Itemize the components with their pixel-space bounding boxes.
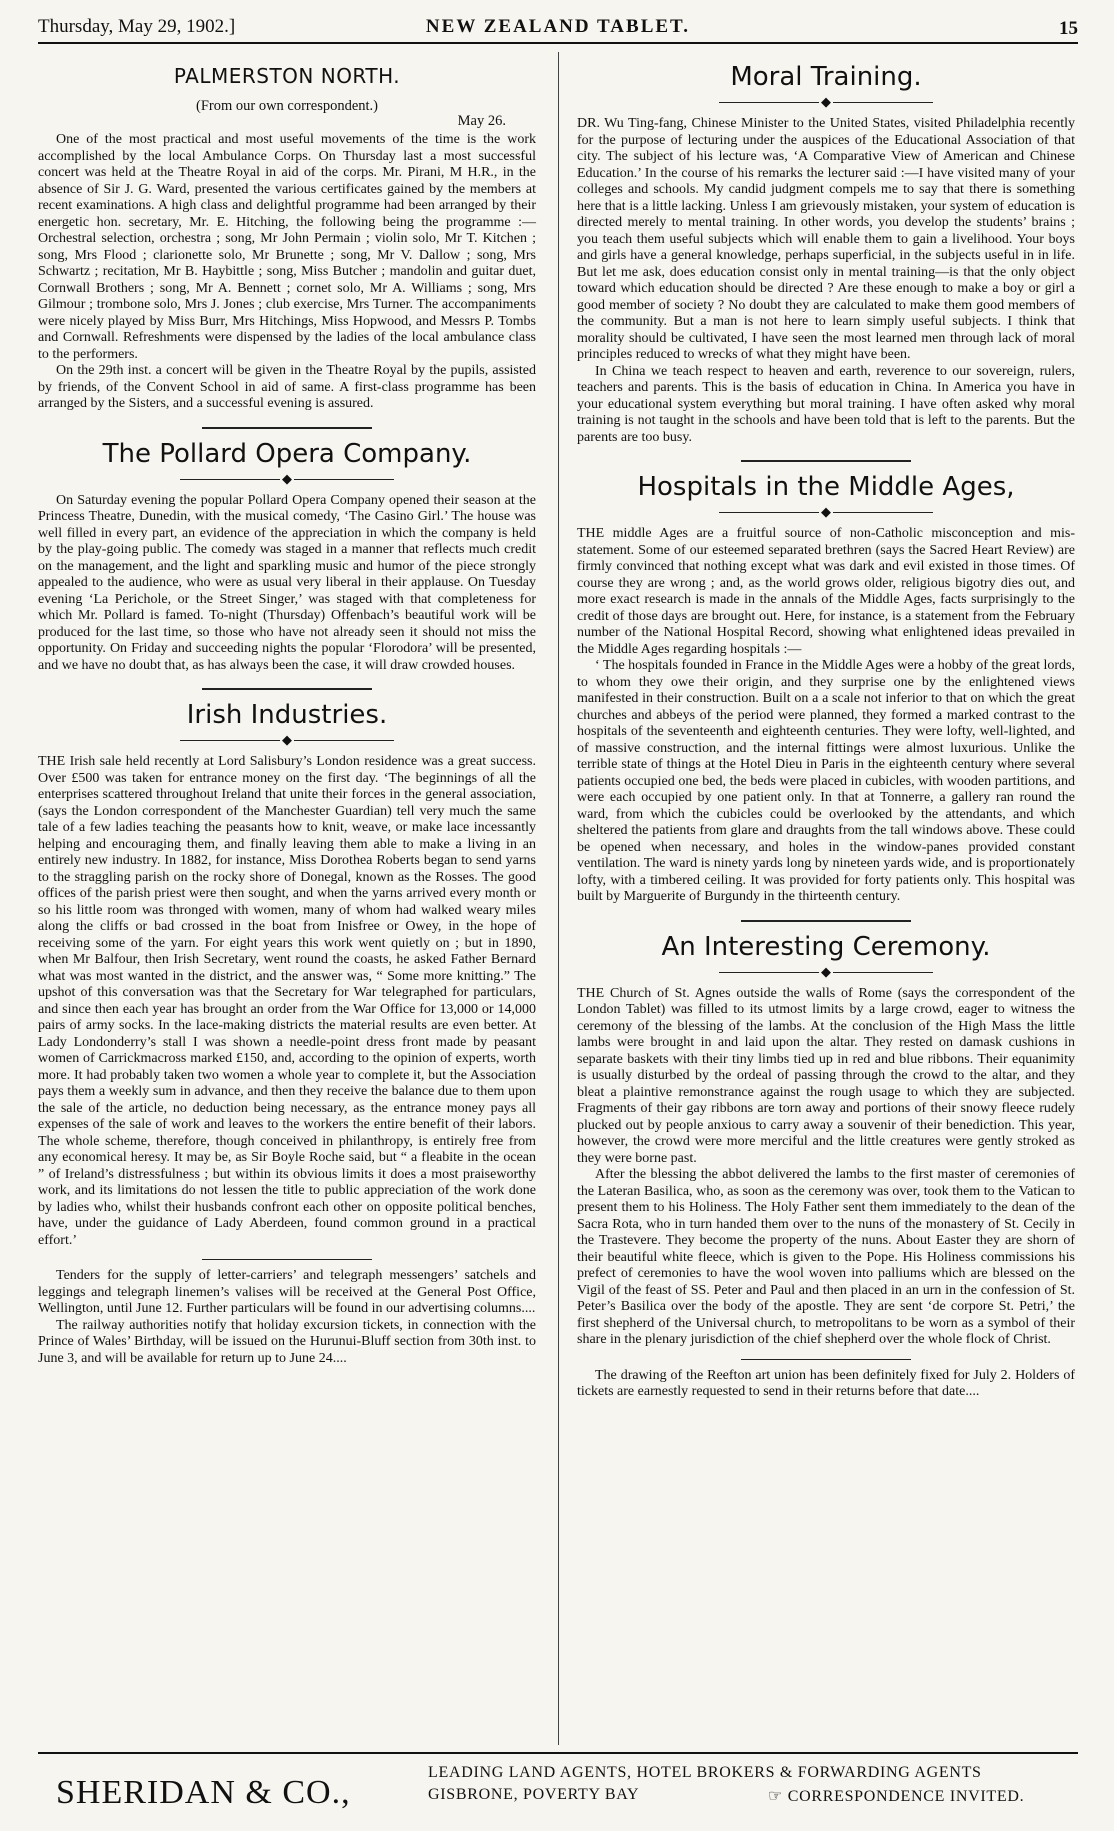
ceremony-title: An Interesting Ceremony. [661, 931, 991, 962]
railway-paragraph: The railway authorities notify that holiday excursion tickets, in connection with the Prince of Wales’ Birthday, will be issued on the Hurunui-Bluff section from 30th inst. to June 3, and will be available for return up to June 24.... [38, 1317, 536, 1366]
section-rule [202, 688, 372, 690]
section-rule [741, 1359, 911, 1360]
palmerston-dateline: May 26. [457, 113, 506, 129]
column-divider [558, 52, 559, 1745]
irish-paragraph [38, 754, 536, 1249]
ornament-divider: ◆ [577, 506, 1075, 520]
section-rule [741, 460, 911, 462]
hospitals-paragraph [577, 526, 1075, 658]
reefton-paragraph: The drawing of the Reefton art union has been definitely fixed for July 2. Holders of tickets are earnestly requested to send in their returns before that date.... [577, 1367, 1075, 1399]
hospitals-text: middle Ages are a fruitful source of non-Catholic misconception and mis-statement. Some of our esteemed separated brethren (says the Sacred Heart Review) are firmly convinced that nothing except what was dark and evil existed in those times. Of course they are wrong ; and, as the world grows older, religious bigotry dies out, and more exact research is made in the annals of the Middle Ages, facts surprisingly to the credit of those days are brought out. Here, for instance, is a statement from the February number of the National Hospital Record, showing what enlightened ideas prevailed in the Middle Ages regarding hospitals :— [577, 526, 1076, 657]
advertiser-location: GISBRONE, POVERTY BAY [428, 1786, 640, 1803]
moral-text: Wu Ting-fang, Chinese Minister to the United States, visited Philadelphia recently for the purpose of lecturing under the auspices of the Educational Association of that city. The subject of his lecture was, ‘A Comparative View of American and Chinese Education.’ In the course of his remarks the lecturer said :—I have visited many of your colleges and schools. My candid judgment compels me to say that there is something here that is a little lacking. Unless I am grievously mistaken, your system of education is directed merely to mental training. In other words, you develop the students’ brains ; you teach them useful subjects which will enable them to gain a livelihood. Your boys and girls have a general knowledge, perhaps superficial, in the subjects useful in in life. But let me ask, does education consist only in mental training—is that the only object toward which education should be directed ? Are these enough to make a boy or girl a good member of society ? No doubt they are calculated to make them good members of the community. But a man is not here to learn simply useful subjects. I think that morality should be cultivated, I have seen the most learned men through lack of moral principles reduced to wrecks of what they might have been. [577, 116, 1076, 362]
palmerston-title: PALMERSTON NORTH. [173, 64, 401, 88]
hospitals-title: Hospitals in the Middle Ages, [637, 472, 1015, 502]
right-column [577, 50, 1075, 1401]
moral-paragraph [577, 116, 1075, 364]
tenders-paragraph: Tenders for the supply of letter-carriers’ and telegraph messengers’ satchels and leggings and telegraph linemen’s valises will be received at the General Post Office, Wellington, until June 12. Further particulars will be found in our advertising columns.... [38, 1268, 536, 1316]
irish-title: Irish Industries. [186, 700, 388, 730]
irish-lead-word: THE [38, 754, 66, 769]
page-number: 15 [1059, 18, 1078, 39]
moral-paragraph: In China we teach respect to heaven and earth, reverence to our sovereign, rulers, teachers and parents. This is the basis of education in China. In America you have in your educational system everything but moral training. I have often asked why moral training is not taught in the schools and have been told that is left to the parents. But the parents are too busy. [577, 363, 1075, 445]
palmerston-byline: (From our own correspondent.) [195, 98, 378, 114]
footer-advertisement [38, 1752, 1078, 1824]
ornament-divider: ◆ [577, 96, 1075, 110]
advertiser-note: ☞ CORRESPONDENCE INVITED. [768, 1788, 1025, 1805]
ornament-divider: ◆ [577, 966, 1075, 980]
left-column [38, 50, 536, 1367]
section-rule [202, 427, 372, 429]
advertiser-services: LEADING LAND AGENTS, HOTEL BROKERS & FORWARDING AGENTS [428, 1764, 982, 1781]
ceremony-text: Church of St. Agnes outside the walls of Rome (says the correspondent of the London Tablet) was filled to its utmost limits by a large crowd, eager to witness the ceremony of the blessing of the lambs. At the conclusion of the High Mass the little lambs were brought in and laid upon the altar. They rested on damask cushions in separate baskets with their tiny limbs tied up in red and blue ribbons. Their equanimity is usually disturbed by the ordeal of passing through the crowd to the altar, and they bleat a plaintive remonstrance against the rough usage to which they are subjected. Fragments of their gay ribbons are torn away and portions of their snowy fleece rudely plucked out by people anxious to carry away a souvenir of their benediction. This year, however, the crowd were more merciful and the little creatures were gently stroked as they were borne past. [577, 985, 1075, 1166]
section-rule [202, 1259, 372, 1260]
section-rule [741, 920, 911, 922]
ceremony-paragraph: After the blessing the abbot delivered the lambs to the first master of ceremonies of the Lateran Basilica, who, as soon as the ceremony was over, took them to the Vatican to present them to his Holiness. The Holy Father sent them immediately to the dean of the Sacra Rota, who in turn handed them over to the nuns of the monastery of St. Cecily in the Trastevere. They become the property of the nuns. About Easter they are shorn of their beautiful white fleece, which is given to the Pope. His Holiness commissions his prefect of ceremonies to have the wool woven into palliums which are blessed on the Vigil of the feast of SS. Peter and Paul and then placed in an urn in the confession of St. Peter’s Basilica over the body of the apostle. They are sent ‘de corpore St. Petri,’ the first shepherd of the Universal church, to metropolitans to be worn as a symbol of their share in the plenary jurisdiction of the chief shepherd over the whole flock of Christ. [577, 1167, 1075, 1347]
ornament-divider: ◆ [38, 473, 536, 487]
irish-text: Irish sale held recently at Lord Salisbury’s London residence was a great success. Over £500 was taken for entrance money on the first day. ‘The beginnings of all the enterprises scattered throughout Ireland that unite their forces in the general association, (says the London correspondent of the Manchester Guardian) tell very much the same tale of a few ladies teaching the peasants how to knit, weave, or make lace incessantly helping and encouraging them, and finally leaving them able to make a living in an entirely new industry. In 1882, for instance, Miss Dorothea Roberts began to send yarns to the straggling parish on the rocky shore of Donegal, known as the Rosses. The good offices of the parish priest were then sought, and when the yarns arrived every month or so his little room was thronged with women, many of whom had walked weary miles along the cliffs or bad crossed in the boat from Inisfree or Owey, in the hope of receiving some of the yarn. For eight years this work went quietly on ; but in 1890, when Mr Balfour, then Irish Secretary, went round the coasts, he asked Father Bernard what was most wanted in the district, and the answer was, “ Some more knitting.” The upshot of this conversation was that the Secretary for War telegraphed for particulars, and since then each year has brought an order from the War Office for 13,000 or 14,000 pairs of army socks. In the lace-making districts the material results are even better. At Lady Londonderry’s stall I was shown a needle-point dress front made by peasant women of Carrickmacross marked £150, and, according to the opinion of experts, worth more. It had probably taken two women a whole year to complete it, but the Association pays them a weekly sum in advance, and then they receive the balance due to them upon the sale of the article, no deduction being necessary, as the entrance money pays all expenses of the sale of work and leaves to the workers the entire benefit of their labors. The whole scheme, therefore, though conceived in philanthropy, is entirely free from any economical heresy. It may be, as Sir Boyle Roche said, but “ a fleabite in the ocean ” of Ireland’s distressfulness ; but within its obvious limits it does a most praiseworthy work, and its limitations do not lessen the title to public appreciation of the work done by ladies who, whilst their husbands confront each other on opposite political benches, have, under the guidance of Lady Aberdeen, found common ground in a practical effort.’ [38, 754, 536, 1248]
moral-title: Moral Training. [730, 62, 922, 92]
ornament-divider: ◆ [38, 734, 536, 748]
paper-name: NEW ZEALAND TABLET. [425, 16, 691, 37]
ceremony-paragraph [577, 986, 1075, 1168]
palmerston-paragraph: One of the most practical and most useful movements of the time is the work accomplished by the local Ambulance Corps. On Thursday last a most successful concert was held at the Theatre Royal in aid of the corps. Mr. Pirani, M H.R., in the absence of Sir J. G. Ward, presented the various certificates gained by the members at recent examinations. A high class and delightful programme had been arranged by their energetic hon. secretary, Mr. E. Hitching, the following being the programme :—Orchestral selection, orchestra ; song, Mr John Permain ; violin solo, Mr T. Kitchen ; song, Mrs Flood ; clarionette solo, Mr Brunette ; song, Mr V. Dallow ; song, Mrs Schwartz ; recitation, Mr B. Haybittle ; song, Miss Butcher ; mandolin and guitar duet, Cornwall Brothers ; song, Mr A. Bennett ; cornet solo, Mr A. Williams ; song, Mrs Gilmour ; trombone solo, Mrs J. Jones ; club exercise, Mrs Turner. The accompaniments were nicely played by Miss Burr, Mrs Hitchings, Miss Hopwood, and Messrs P. Tombs and Cornwall. Refreshments were dispensed by the ladies of the local ambulance class to the performers. [38, 132, 536, 362]
issue-date: Thursday, May 29, 1902.] [38, 16, 236, 37]
hospitals-paragraph: ‘ The hospitals founded in France in the Middle Ages were a hobby of the great lords, to whom they owe their origin, and they surprise one by the enlightened views manifested in their construction. Built on a a scale not inferior to that on which the great churches and abbeys of the period were planned, they formed a marked contrast to the hospitals of the seventeenth and eighteenth centuries. They were lofty, well-lighted, and of massive construction, and the internal fittings were almost luxurious. Unlike the terrible state of things at the Hotel Dieu in Paris in the eighteenth century where several patients occupied one bed, the beds were placed in cubicles, with wooden partitions, and were each occupied by one patient only. In that at Tonnerre, a gallery ran round the ward, from which the cubicles could be overlooked by the attendants, and which sheltered the patients from glare and draughts from the tall windows above. These could be opened when necessary, and holes in the window-panes provided constant ventilation. The ward is ninety yards long by nineteen yards wide, and is proportionately lofty, with a timbered ceiling. It was provided for forty patients only. This hospital was built by Marguerite of Burgundy in the thirteenth century. [577, 658, 1075, 904]
masthead [38, 14, 1078, 44]
pollard-title: The Pollard Opera Company. [102, 438, 472, 469]
advertiser-name: SHERIDAN & CO., [56, 1774, 351, 1811]
ceremony-lead-word: THE [577, 985, 605, 1001]
hospitals-lead-word: THE [577, 526, 605, 541]
palmerston-paragraph: On the 29th inst. a concert will be given in the Theatre Royal by the pupils, assisted by friends, of the Convent School in aid of same. A first-class programme has been arranged by the Sisters, and a successful evening is assured. [38, 363, 536, 411]
pollard-paragraph: On Saturday evening the popular Pollard Opera Company opened their season at the Princess Theatre, Dunedin, with the musical comedy, ‘The Casino Girl.’ The house was well filled in every part, an evidence of the appreciation in which the company is held by the play-going public. The comedy was staged in a manner that reflects much credit on the management, and the light and sparkling music and humor of the piece strongly appealed to the audience, who were as usual very liberal in their applause. On Tuesday evening ‘La Perichole, or the Street Singer,’ was staged with that completeness for which Mr. Pollard is famed. To-night (Thursday) Offenbach’s beautiful work will be produced for the last time, so those who have not already seen it should not miss the opportunity. On Friday and succeeding nights the popular ‘Florodora’ will be presented, and we have no doubt that, as has always been the case, it will draw crowded houses. [38, 492, 536, 673]
moral-lead-word: DR. [577, 116, 600, 131]
